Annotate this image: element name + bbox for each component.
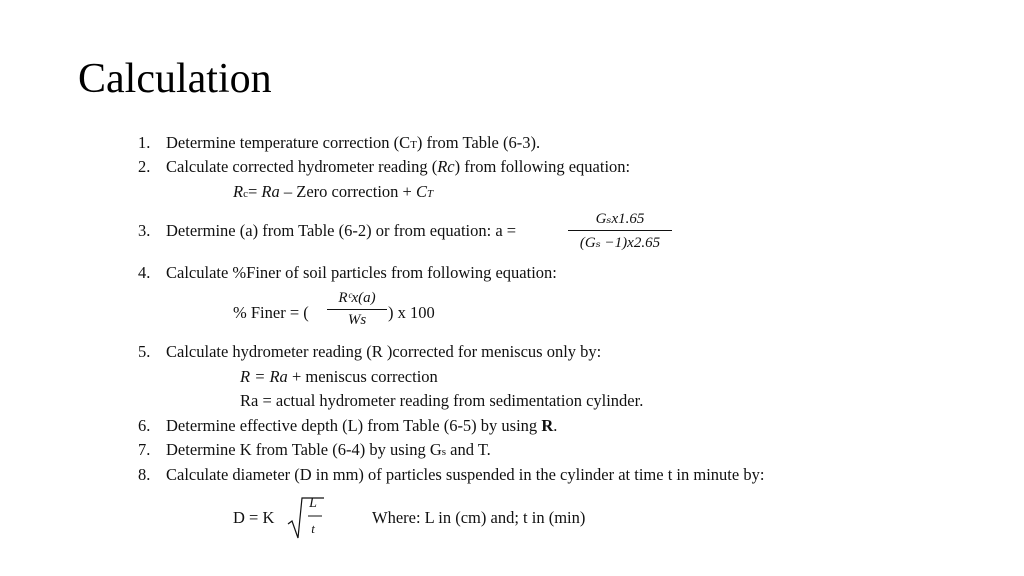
a-fraction [568, 209, 672, 252]
fraction-bar [327, 309, 387, 310]
rc-lhs-sub: c [243, 188, 248, 200]
step-number: 1. [138, 133, 151, 152]
step-text-end: ) from following equation: [454, 157, 631, 176]
r-lhs: R = [240, 367, 270, 386]
step-text: Calculate %Finer of soil particles from following equation: [166, 263, 557, 282]
d-where: Where: L in (cm) and; t in (min) [372, 508, 586, 527]
d-denominator: t [311, 521, 315, 536]
steps-list: 1. Determine temperature correction (CT) from Table (6-3). 2. Calculate corrected hydrometer reading (Rc) from following equation: Rc= Ra – Zero correction + CT 3. Determine (a) from Table (6-2) or from equation: a = Gₛx1.65 (Gₛ −1)x2.65 4. Calculate %Finer of soil particles from following equation: % Finer = ( ) x 100 Rᶜx(a) Ws 5. Calculate hydrometer reading (R )corrected for meniscus only by: R = Ra + meniscus correction Ra = actual hydrometer reading from sedimentation cylinder. 6. Determine effective depth (L) from Table (6-5) by using R. 7. Determine K from Table (6-4) by using Gs and T. 8. Calculate diameter (D in mm) of particles suspended in the cylinder at time t in minute by: D = K Where: L in (cm) and; t in (min) L t [0, 0, 1024, 576]
slide-title: Calculation [78, 56, 272, 102]
step-text: Calculate corrected hydrometer reading ( [166, 157, 438, 176]
step-text: Determine (a) from Table (6-2) or from equation: a = [166, 221, 517, 240]
subscript: s [441, 446, 447, 458]
step-number: 6. [138, 416, 151, 435]
step-text-end: . [553, 416, 558, 435]
a-denominator: (Gₛ −1)x2.65 [579, 235, 661, 251]
step-text: Calculate diameter (D in mm) of particles suspended in the cylinder at time t in minute by: [166, 465, 765, 484]
step-number: 4. [138, 263, 151, 282]
step-text-italic: Rc [437, 157, 455, 176]
fraction-bar [568, 230, 672, 231]
step-number: 7. [138, 440, 151, 459]
finer-fraction [327, 290, 387, 329]
rc-ct: C [415, 182, 427, 201]
d-numerator: L [309, 496, 317, 511]
step-text-end: ) from Table (6-3). [416, 133, 541, 152]
finer-lhs: % Finer = ( [233, 303, 309, 322]
step-number: 8. [138, 465, 151, 484]
step-text: Calculate hydrometer reading (R )corrected for meniscus only by: [166, 342, 602, 361]
step-text: Determine temperature correction (C [166, 133, 411, 152]
step-text-end: and T. [446, 440, 491, 459]
rc-ra: Ra [261, 182, 280, 201]
a-numerator: Gₛx1.65 [595, 211, 645, 227]
step-text-bold: R [541, 416, 554, 435]
step-number: 3. [138, 221, 151, 240]
rc-eq: = [247, 182, 262, 201]
finer-numerator: Rᶜx(a) [338, 290, 376, 306]
r-ra: Ra [269, 367, 288, 386]
rc-rest: – Zero correction + [279, 182, 416, 201]
rc-ct-sub: T [427, 188, 434, 200]
subscript: T [410, 139, 417, 151]
step-text: Determine K from Table (6-4) by using G [166, 440, 442, 459]
step-number: 5. [138, 342, 151, 361]
step-number: 2. [138, 157, 151, 176]
step-text: Determine effective depth (L) from Table (6-5) by using [166, 416, 542, 435]
finer-denominator: Ws [347, 312, 367, 328]
r-rest: + meniscus correction [287, 367, 438, 386]
rc-lhs: R [233, 182, 244, 201]
d-lhs: D = K [233, 508, 275, 527]
finer-rhs: ) x 100 [388, 303, 435, 322]
